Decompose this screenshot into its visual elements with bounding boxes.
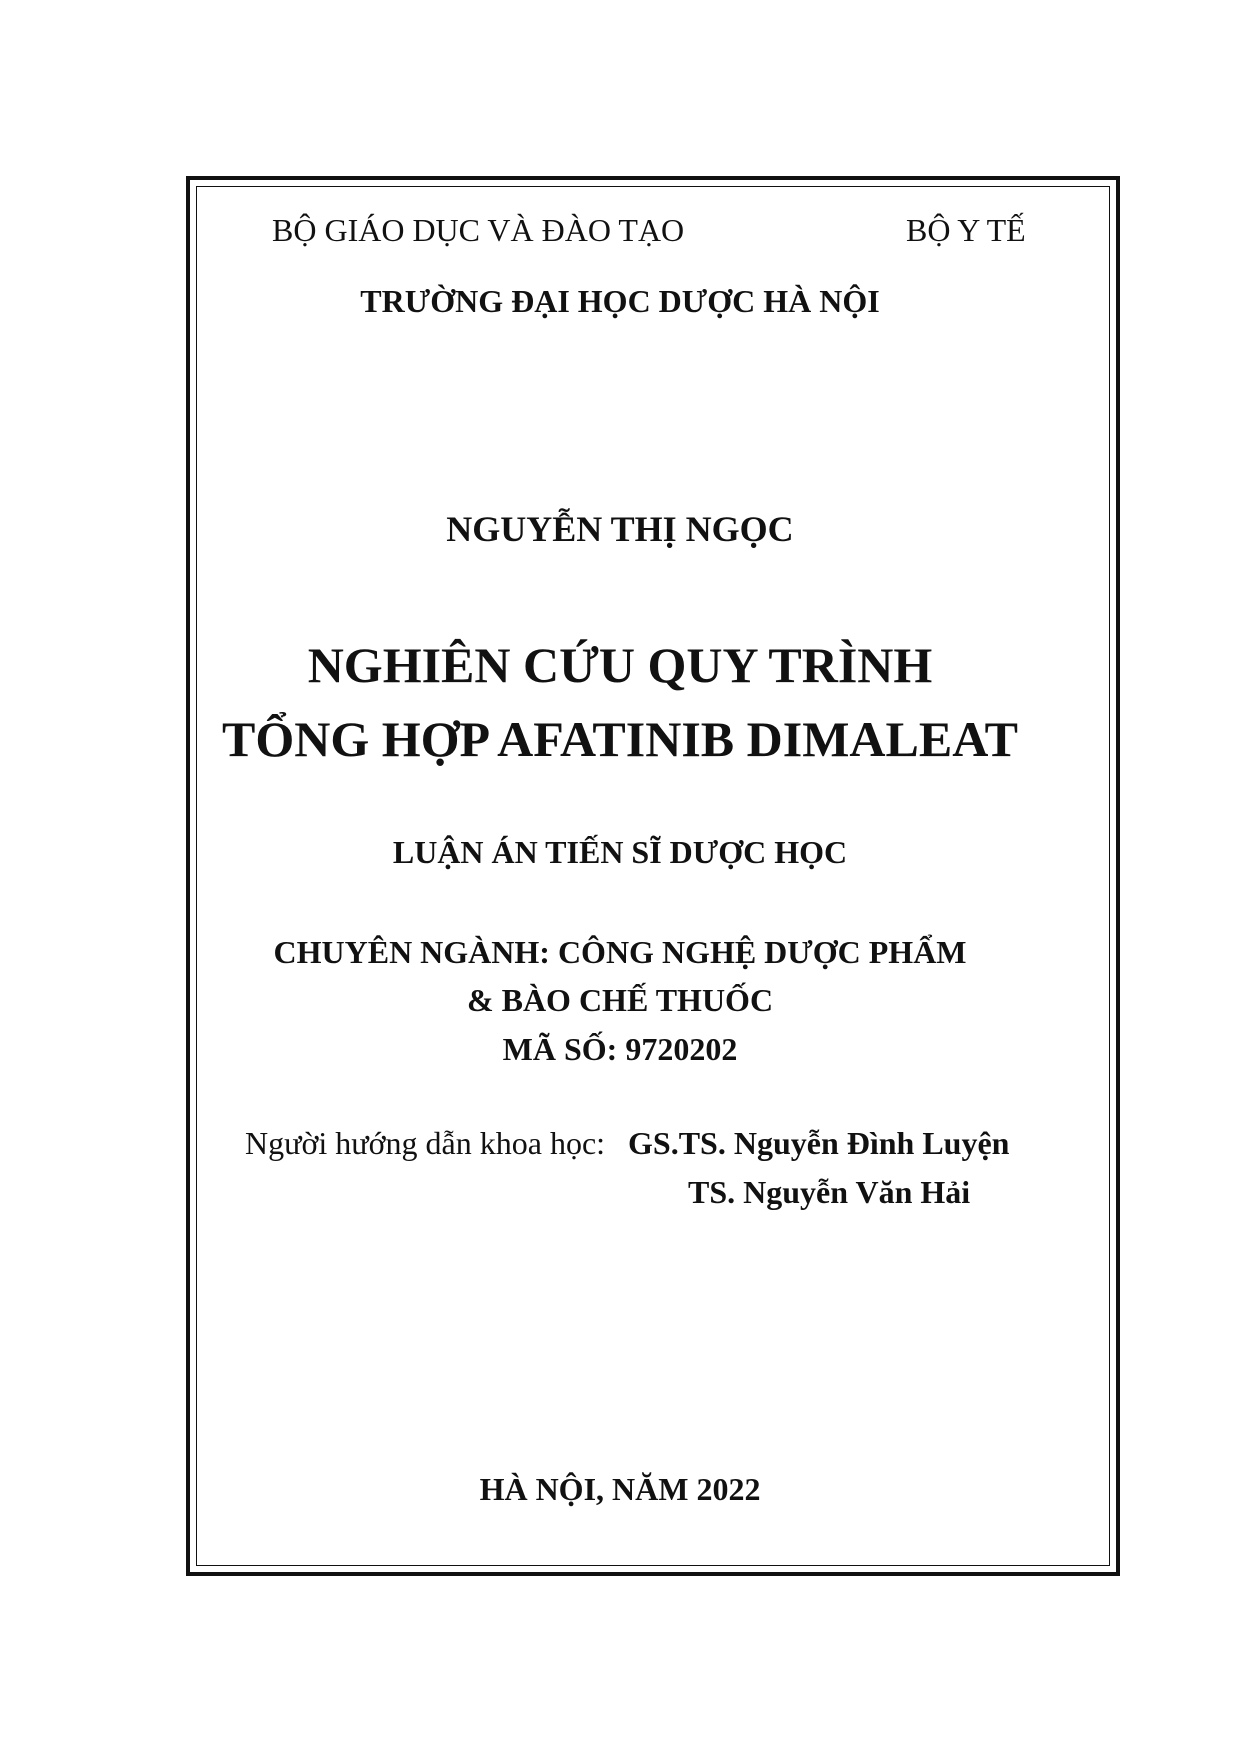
author-name: NGUYỄN THỊ NGỌC [446, 509, 794, 549]
supervisor-label: Người hướng dẫn khoa học: [245, 1125, 606, 1161]
specialty-line-1: CHUYÊN NGÀNH: CÔNG NGHỆ DƯỢC PHẨM [273, 934, 967, 970]
supervisor-secondary: TS. Nguyễn Văn Hải [688, 1174, 971, 1210]
thesis-title-line-1: NGHIÊN CỨU QUY TRÌNH [307, 637, 933, 693]
specialty-line-2: & BÀO CHẾ THUỐC [466, 982, 774, 1018]
thesis-title-line-2: TỔNG HỢP AFATINIB DIMALEAT [222, 711, 1018, 767]
specialty-code: MÃ SỐ: 9720202 [502, 1031, 738, 1067]
place-and-year: HÀ NỘI, NĂM 2022 [479, 1471, 761, 1507]
ministry-health: BỘ Y TẾ [906, 212, 1026, 248]
university-name: TRƯỜNG ĐẠI HỌC DƯỢC HÀ NỘI [360, 283, 880, 319]
supervisor-primary: GS.TS. Nguyễn Đình Luyện [628, 1125, 1010, 1161]
degree-type: LUẬN ÁN TIẾN SĨ DƯỢC HỌC [392, 834, 848, 870]
ministry-education: BỘ GIÁO DỤC VÀ ĐÀO TẠO [272, 212, 685, 248]
page-border-inner [196, 186, 1110, 1566]
